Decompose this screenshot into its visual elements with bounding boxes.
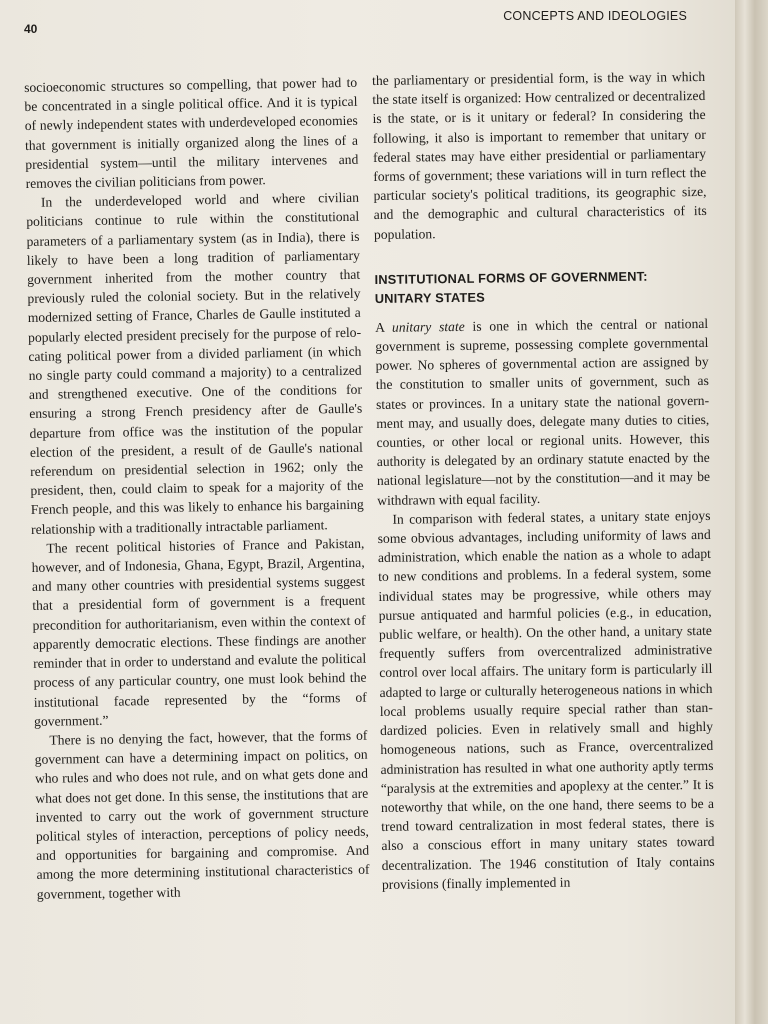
defined-term: unitary state bbox=[391, 318, 465, 335]
paragraph: The recent political histories of France and Pakistan, however, and of Indonesia, Ghana, Egypt, Brazil, Argentina, and many other countries with presidential systems suggest that a presidential form of government is a frequent precondition for authoritarianism, even within the context of apparently democratic elections. These findings are another reminder that in order to understand and evalute the political process of any particular country, one must look behind the institutional facade represented by the “forms of government.” bbox=[31, 535, 367, 729]
left-column bbox=[24, 73, 370, 904]
paragraph-lead: A bbox=[375, 319, 393, 335]
right-column bbox=[372, 67, 715, 894]
paragraph: There is no denying the fact, however, that the forms of government can have a determining impact on politics, on who rules and who does not rule, and on what gets done and what does not get done. In this sense, the institutions that are invented to carry out the work of government structure political styles of interaction, perceptions of policy needs, and opportunities for bargaining and compromise. And among the more determining institutional characteristics of government, together with bbox=[34, 727, 370, 902]
page-number: 40 bbox=[24, 22, 38, 36]
paragraph: socioeconomic structures so compelling, that power had to be concentrated in a single political office. And it is typical of newly independent states with underdeveloped economies that government is initially organized along the lines of a presidential system—until the military intervenes and removes the civilian politicians from power. bbox=[24, 74, 359, 192]
paragraph-text: is one in which the central or national government is supreme, possessing complete governmental power. No spheres of governmental action are assigned by the constitution to smaller units of government, such as states or provinces. In a unitary state the national government may, and usually does, delegate many duties to cities, counties, or other local or regional units. However, this authority is delegated by an ordinary statute enacted by the national legislature—not by the constitution—and it may be withdrawn with equal facility. bbox=[375, 315, 711, 508]
paragraph: In comparison with federal states, a unitary state enjoys some obvious advantages, including uniformity of laws and administration, which enable the nation as a whole to adapt to new conditions and problems. In a federal system, some individual states may be progressive, while others may pursue antiquated and harmful policies (e.g., in education, public welfare, or health). On the other hand, a unitary state frequently suffers from overcentralized administrative control over local affairs. The unitary form is particularly ill adapted to large or culturally heterogeneous nations in which local problems usually require special rather than standardized policies. Even in relatively small and highly homogeneous nations, such as France, overcentralized administration has resulted in what one authority aptly terms “paralysis at the extremities and apoplexy at the center.” It is noteworthy that while, on the one hand, there seems to be a trend toward centralization in most federal states, there is also a conscious effort in many unitary states toward decentralization. The 1946 constitution of Italy contains provisions (finally implemented in bbox=[377, 507, 715, 892]
paragraph: In the underdeveloped world and where civilian politicians continue to rule within the constitutional parameters of a parliamentary system (as in India), there is likely to have been a long tradition of parliamentary government inherited from the mother country that previously ruled the colonial society. But in the relatively modernized setting of France, Charles de Gaulle instituted a popularly elected president precisely for the purpose of relocating political power from a divided parliament (in which no single party could command a majority) to a centralized and strengthened executive. One of the conditions for ensuring a strong French presidency after de Gaulle's departure from office was the institution of the popular election of the president, a result of de Gaulle's national referendum on presidential selection in 1962; only the president, then, could claim to speak for a majority of the French people, and this was likely to enhance his bargaining relationship with a traditionally intractable parliament. bbox=[26, 189, 364, 537]
page-edge bbox=[735, 0, 768, 1024]
paragraph: the parliamentary or presidential form, is the way in which the state itself is organized: How centralized or decentralized is the state, or is it unitary or federal? In considering the following, it also is important to remember that unitary or federal states may have either presidential or parliamentary forms of government; these variations will in turn reflect the particular society's political traditions, its geographic size, and the demographic and cultural characteristics of its population. bbox=[372, 68, 707, 242]
running-head: CONCEPTS AND IDEOLOGIES bbox=[503, 9, 687, 23]
section-heading: INSTITUTIONAL FORMS OF GOVERNMENT: UNITARY STATES bbox=[374, 268, 648, 306]
paragraph bbox=[375, 314, 710, 510]
